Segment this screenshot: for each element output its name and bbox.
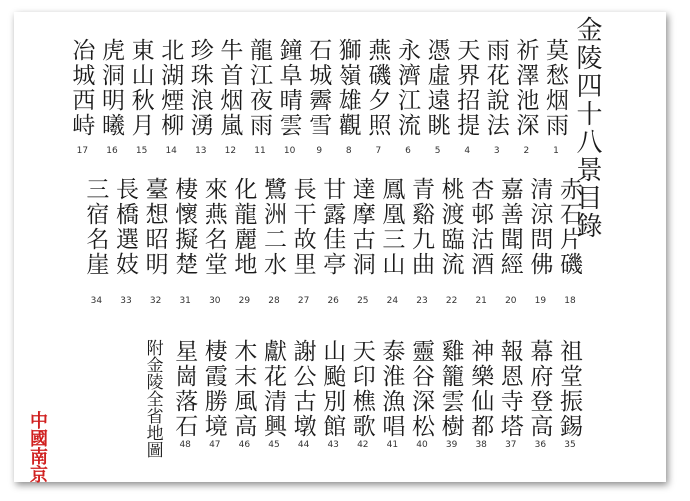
entry-number: 9 xyxy=(316,146,323,156)
entry-number: 28 xyxy=(268,296,280,306)
entry-36 xyxy=(525,339,555,450)
entry-title: 東山秋月 xyxy=(127,38,154,138)
entry-number: 24 xyxy=(386,296,399,306)
entry-title: 珍珠浪湧 xyxy=(186,38,213,138)
entry-title: 甘露佳亭 xyxy=(319,177,346,277)
entry-title: 牛首烟嵐 xyxy=(216,38,243,138)
entry-number: 20 xyxy=(505,296,517,306)
entry-41 xyxy=(377,339,407,450)
entry-title: 天印樵歌 xyxy=(348,339,375,439)
entry-12 xyxy=(215,38,245,156)
entry-title: 青谿九曲 xyxy=(408,177,434,277)
entry-10 xyxy=(275,38,305,156)
entry-title: 祈澤池深 xyxy=(512,38,539,138)
entry-number: 43 xyxy=(327,440,339,450)
entry-number: 18 xyxy=(564,296,576,306)
entry-title: 靈谷深松 xyxy=(408,339,434,439)
entry-4 xyxy=(452,38,482,156)
entry-title: 嘉善聞經 xyxy=(496,177,523,277)
entry-30 xyxy=(200,177,230,306)
entry-number: 15 xyxy=(135,146,148,156)
entry-21 xyxy=(466,177,496,306)
entry-title: 憑虛遠眺 xyxy=(423,38,450,138)
entry-24 xyxy=(377,177,407,306)
entry-46 xyxy=(229,339,259,450)
entry-number: 19 xyxy=(534,296,547,306)
entry-number: 40 xyxy=(416,440,428,450)
entry-title: 桃渡臨流 xyxy=(437,177,464,277)
entry-title: 清涼問佛 xyxy=(526,177,553,277)
entry-37 xyxy=(496,339,526,450)
entry-32 xyxy=(141,177,171,306)
entry-22 xyxy=(437,177,467,306)
entry-44 xyxy=(289,339,319,450)
entry-17 xyxy=(67,38,97,156)
entry-title: 祖堂振錫 xyxy=(556,339,582,439)
entry-9 xyxy=(304,38,334,156)
entry-title: 化龍麗地 xyxy=(230,177,257,277)
entry-title: 棲霞勝境 xyxy=(200,339,227,439)
entry-number: 34 xyxy=(90,296,103,306)
entry-title: 幕府登高 xyxy=(526,339,553,439)
entry-number: 48 xyxy=(179,440,191,450)
entry-number: 27 xyxy=(297,296,310,306)
entry-number: 8 xyxy=(345,146,352,156)
entry-39 xyxy=(437,339,467,450)
entry-title: 虎洞明曦 xyxy=(98,38,124,138)
entry-number: 29 xyxy=(238,296,251,306)
entry-title: 獅嶺雄觀 xyxy=(334,38,361,138)
entry-title: 鐘阜晴雲 xyxy=(275,38,302,138)
entry-number: 46 xyxy=(238,440,251,450)
entry-title: 莫愁烟雨 xyxy=(542,38,568,138)
entry-23 xyxy=(407,177,437,306)
entry-number: 33 xyxy=(120,296,132,306)
entry-title: 長干故里 xyxy=(289,177,316,277)
entry-title: 杏邨沽酒 xyxy=(467,177,494,277)
entry-26 xyxy=(318,177,348,306)
entry-33 xyxy=(111,177,141,306)
entry-48 xyxy=(170,339,200,450)
entry-7 xyxy=(363,38,393,156)
entry-13 xyxy=(186,38,216,156)
entry-number: 41 xyxy=(386,440,399,450)
entry-40 xyxy=(407,339,437,450)
entry-number: 17 xyxy=(76,146,89,156)
entry-title: 永濟江流 xyxy=(394,38,420,138)
entry-number: 11 xyxy=(254,146,266,156)
entry-14 xyxy=(156,38,186,156)
entry-number: 1 xyxy=(553,146,559,156)
entry-map-appendix xyxy=(141,339,171,458)
entry-number: 21 xyxy=(475,296,487,306)
entry-number: 5 xyxy=(434,146,441,156)
entry-number: 23 xyxy=(416,296,428,306)
entry-number: 38 xyxy=(475,440,487,450)
entry-number: 35 xyxy=(564,440,576,450)
entry-2 xyxy=(511,38,541,156)
entry-title: 山颱別館 xyxy=(319,339,346,439)
entry-number: 31 xyxy=(179,296,191,306)
entry-38 xyxy=(466,339,496,450)
entry-number: 42 xyxy=(357,440,369,450)
entry-3 xyxy=(482,38,512,156)
entry-title: 石城霽雪 xyxy=(305,38,332,138)
entry-title: 鳳凰三山 xyxy=(378,177,405,277)
entry-35 xyxy=(555,339,585,450)
entry-title: 北湖煙柳 xyxy=(157,38,184,138)
entry-title: 謝公古墩 xyxy=(289,339,316,439)
entry-number: 10 xyxy=(283,146,296,156)
entry-title: 赤石片磯 xyxy=(556,177,582,277)
entry-title: 獻花清興 xyxy=(260,339,286,439)
entry-16 xyxy=(97,38,127,156)
entry-title: 泰淮漁唱 xyxy=(378,339,405,439)
entry-title: 燕磯夕照 xyxy=(364,38,391,138)
entry-number: 13 xyxy=(195,146,207,156)
entry-title: 報恩寺塔 xyxy=(496,339,523,439)
entry-34 xyxy=(81,177,111,306)
entry-title: 附金陵全省地圖 xyxy=(142,339,163,458)
document-title: 金陵四十八景目錄 xyxy=(572,16,602,240)
entry-number: 26 xyxy=(327,296,339,306)
entry-18 xyxy=(555,177,585,306)
entry-number: 3 xyxy=(493,146,500,156)
entry-27 xyxy=(289,177,319,306)
entry-title: 冶城西峙 xyxy=(68,38,95,138)
entry-number: 30 xyxy=(209,296,221,306)
entry-number: 7 xyxy=(375,146,382,156)
entry-title: 木末風高 xyxy=(230,339,257,439)
entry-number: 39 xyxy=(445,440,458,450)
entry-28 xyxy=(259,177,289,306)
entry-title: 三宿名崖 xyxy=(82,177,109,277)
entry-number: 4 xyxy=(464,146,471,156)
entry-number: 2 xyxy=(523,146,530,156)
entry-number: 16 xyxy=(106,146,118,156)
entry-29 xyxy=(229,177,259,306)
entry-title: 達摩古洞 xyxy=(348,177,375,277)
entry-25 xyxy=(348,177,378,306)
entry-title: 龍江夜雨 xyxy=(246,38,272,138)
entry-number: 25 xyxy=(357,296,369,306)
entry-title: 臺想昭明 xyxy=(141,177,168,277)
entry-number: 12 xyxy=(224,146,237,156)
entry-title: 星崗落石 xyxy=(171,339,198,439)
entry-number: 45 xyxy=(268,440,280,450)
entry-title: 雞籠雲樹 xyxy=(437,339,464,439)
entry-number: 37 xyxy=(505,440,517,450)
entry-31 xyxy=(170,177,200,306)
entry-title: 棲懷擬楚 xyxy=(171,177,198,277)
entry-number: 47 xyxy=(209,440,221,450)
entry-15 xyxy=(127,38,157,156)
entry-number: 6 xyxy=(405,146,411,156)
entry-45 xyxy=(259,339,289,450)
entry-43 xyxy=(318,339,348,450)
entry-1 xyxy=(541,38,571,156)
entry-title: 來燕名堂 xyxy=(200,177,227,277)
entry-19 xyxy=(525,177,555,306)
entry-6 xyxy=(393,38,423,156)
entry-number: 32 xyxy=(149,296,162,306)
entry-title: 雨花說法 xyxy=(482,38,509,138)
entry-title: 神樂仙都 xyxy=(467,339,494,439)
entry-47 xyxy=(200,339,230,450)
entry-number: 44 xyxy=(297,440,310,450)
entry-42 xyxy=(348,339,378,450)
entry-11 xyxy=(245,38,275,156)
entry-title: 天界招提 xyxy=(453,38,480,138)
entry-5 xyxy=(423,38,453,156)
entry-8 xyxy=(334,38,364,156)
entry-number: 22 xyxy=(445,296,458,306)
entry-number: 36 xyxy=(534,440,547,450)
entry-title: 鷺洲二水 xyxy=(260,177,286,277)
entry-20 xyxy=(496,177,526,306)
entry-number: 14 xyxy=(165,146,177,156)
watermark-stamp: 中國南京 xyxy=(27,411,48,483)
entry-title: 長橋選妓 xyxy=(112,177,138,277)
